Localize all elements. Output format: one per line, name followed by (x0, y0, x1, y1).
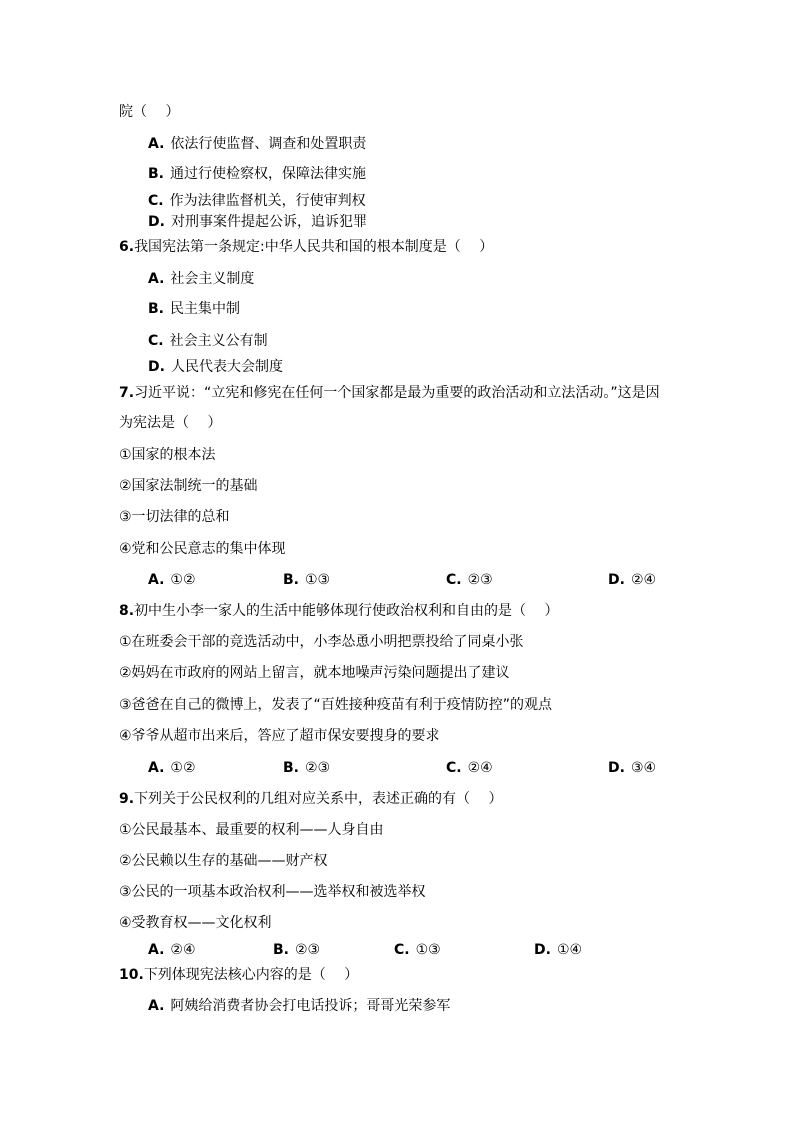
q7-choice-c: C. ②③ (446, 572, 493, 588)
q8-choice-b: B. ②③ (283, 760, 331, 776)
q8-item-2: ②妈妈在市政府的网站上留言，就本地噪声污染问题提出了建议 (119, 665, 510, 681)
q8-item-1: ①在班委会干部的竞选活动中，小李怂恿小明把票投给了同桌小张 (119, 634, 524, 650)
q9-item-3: ③公民的一项基本政治权利——选举权和被选举权 (119, 884, 426, 900)
q8-stem: 8.初中生小李一家人的生活中能够体现行使政治权利和自由的是（ ） (119, 603, 559, 619)
q9-stem: 9.下列关于公民权利的几组对应关系中，表述正确的有（ ） (119, 791, 503, 807)
q7-item-3: ③一切法律的总和 (119, 509, 230, 525)
q7-item-2: ②国家法制统一的基础 (119, 478, 258, 494)
q9-choice-a: A. ②④ (148, 942, 196, 958)
q6-option-d: D. 人民代表大会制度 (148, 359, 283, 375)
q9-choice-b: B. ②③ (273, 942, 321, 958)
q6-option-a: A. 社会主义制度 (148, 271, 255, 287)
q8-choice-a: A. ①② (148, 760, 196, 776)
q10-option-a: A. 阿姨给消费者协会打电话投诉；哥哥光荣参军 (148, 998, 451, 1014)
q7-stem-line2: 为宪法是（ ） (119, 415, 222, 431)
q7-choice-d: D. ②④ (608, 572, 657, 588)
q7-choice-a: A. ①② (148, 572, 196, 588)
q9-item-1: ①公民最基本、最重要的权利——人身自由 (119, 822, 384, 838)
q5-option-d: D. 对刑事案件提起公诉，追诉犯罪 (148, 214, 367, 230)
q7-item-4: ④党和公民意志的集中体现 (119, 541, 286, 557)
q9-choice-d: D. ①④ (534, 942, 583, 958)
q9-choice-c: C. ①③ (394, 942, 441, 958)
q5-option-c: C. 作为法律监督机关，行使审判权 (148, 193, 366, 209)
q7-choice-b: B. ①③ (283, 572, 331, 588)
q8-item-3: ③爸爸在自己的微博上，发表了“百姓接种疫苗有利于疫情防控”的观点 (119, 697, 553, 713)
q5-option-a: A. 依法行使监督、调查和处置职责 (148, 136, 367, 152)
q10-stem: 10.下列体现宪法核心内容的是（ ） (119, 967, 359, 983)
q5-option-b: B. 通过行使检察权，保障法律实施 (148, 166, 366, 182)
q5-stem-tail: 院（ ） (119, 104, 180, 120)
q6-option-b: B. 民主集中制 (148, 301, 240, 317)
q7-stem-line1: 7.习近平说：“立宪和修宪在任何一个国家都是最为重要的政治活动和立法活动。”这是因 (119, 385, 660, 401)
q8-item-4: ④爷爷从超市出来后，答应了超市保安要搜身的要求 (119, 728, 440, 744)
q8-choice-c: C. ②④ (446, 760, 493, 776)
q9-item-2: ②公民赖以生存的基础——财产权 (119, 853, 328, 869)
q6-option-c: C. 社会主义公有制 (148, 333, 268, 349)
q7-item-1: ①国家的根本法 (119, 447, 216, 463)
q8-choice-d: D. ③④ (608, 760, 657, 776)
q9-item-4: ④受教育权——文化权利 (119, 915, 272, 931)
q6-stem: 6.我国宪法第一条规定:中华人民共和国的根本制度是（ ） (119, 239, 494, 255)
